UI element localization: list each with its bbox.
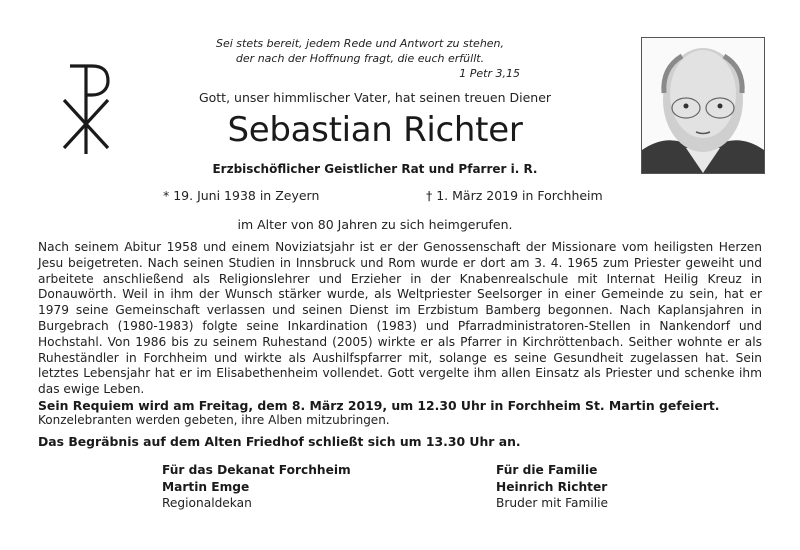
- signature-name: Heinrich Richter: [496, 479, 608, 494]
- signature-deanery: [162, 462, 351, 512]
- signature-heading: Für das Dekanat Forchheim: [162, 463, 351, 477]
- death-date: † 1. März 2019 in Forchheim: [426, 188, 603, 203]
- signature-family: [496, 462, 608, 512]
- age-line: im Alter von 80 Jahren zu sich heimgerufen.: [237, 217, 513, 232]
- chi-rho-icon: [62, 62, 112, 154]
- quote-line-1: Sei stets bereit, jedem Rede und Antwort zu stehen,: [215, 37, 505, 50]
- quote-reference: 1 Petr 3,15: [459, 67, 520, 80]
- deceased-name: Sebastian Richter: [227, 110, 523, 150]
- signature-name: Martin Emge: [162, 479, 250, 494]
- concelebrants-note: Konzelebranten werden gebeten, ihre Alben mitzubringen.: [38, 413, 390, 427]
- quote-line-2: der nach der Hoffnung fragt, die euch erfüllt.: [235, 52, 485, 65]
- burial-info: Das Begräbnis auf dem Alten Friedhof schließt sich um 13.30 Uhr an.: [38, 434, 521, 449]
- portrait-photo: [641, 37, 765, 174]
- signature-heading: Für die Familie: [496, 463, 598, 477]
- biography: [38, 240, 762, 398]
- birth-date: * 19. Juni 1938 in Zeyern: [163, 188, 320, 203]
- signature-role: Bruder mit Familie: [496, 496, 609, 510]
- biography-text: Nach seinem Abitur 1958 und einem Noviziatsjahr ist er der Genossenschaft der Missionare vom heiligsten Herzen Jesu beigetreten. Nach seinen Studien in Innsbruck und Rom wurde er dort am 3. 4. 1965 zum Priester geweiht und arbeitete anschließend als Religionslehrer und Erzieher in der Knabenrealschule mit Internat Heilig Kreuz in Donauwörth. Weil in ihm der Wunsch stärker wurde, als Weltpriester Seelsorger in einer Gemeinde zu sein, hat er 1979 seine Gemeinschaft verlassen und seinen Dienst im Erzbistum Bamberg begonnen. Nach Kaplansjahren in Burgebrach (1980-1983) folgte seine Inkardination (1983) und Pfarradministratoren-Stellen in Nankendorf und Hochstahl. Von 1986 bis zu seinem Ruhestand (2005) wirkte er als Pfarrer in Kirchröttenbach. Seither wohnte er als Ruheständler in Forchheim und wirkte als Aushilfspfarrer mit, solange es seine Gesundheit zugelassen hat. Sein letztes Lebensjahr hat er im Elisabethenheim vollendet. Gott vergelte ihm allen Einsatz als Priester und schenke ihm das ewige Leben.: [38, 240, 762, 397]
- signature-role: Regionaldekan: [162, 496, 252, 510]
- requiem-info: Sein Requiem wird am Freitag, dem 8. März 2019, um 12.30 Uhr in Forchheim St. Martin gefeiert.: [38, 398, 720, 413]
- bible-quote: [200, 36, 520, 81]
- intro-line: Gott, unser himmlischer Vater, hat seinen treuen Diener: [198, 90, 552, 105]
- portrait-image: [642, 38, 764, 173]
- deceased-title: Erzbischöflicher Geistlicher Rat und Pfarrer i. R.: [212, 162, 538, 176]
